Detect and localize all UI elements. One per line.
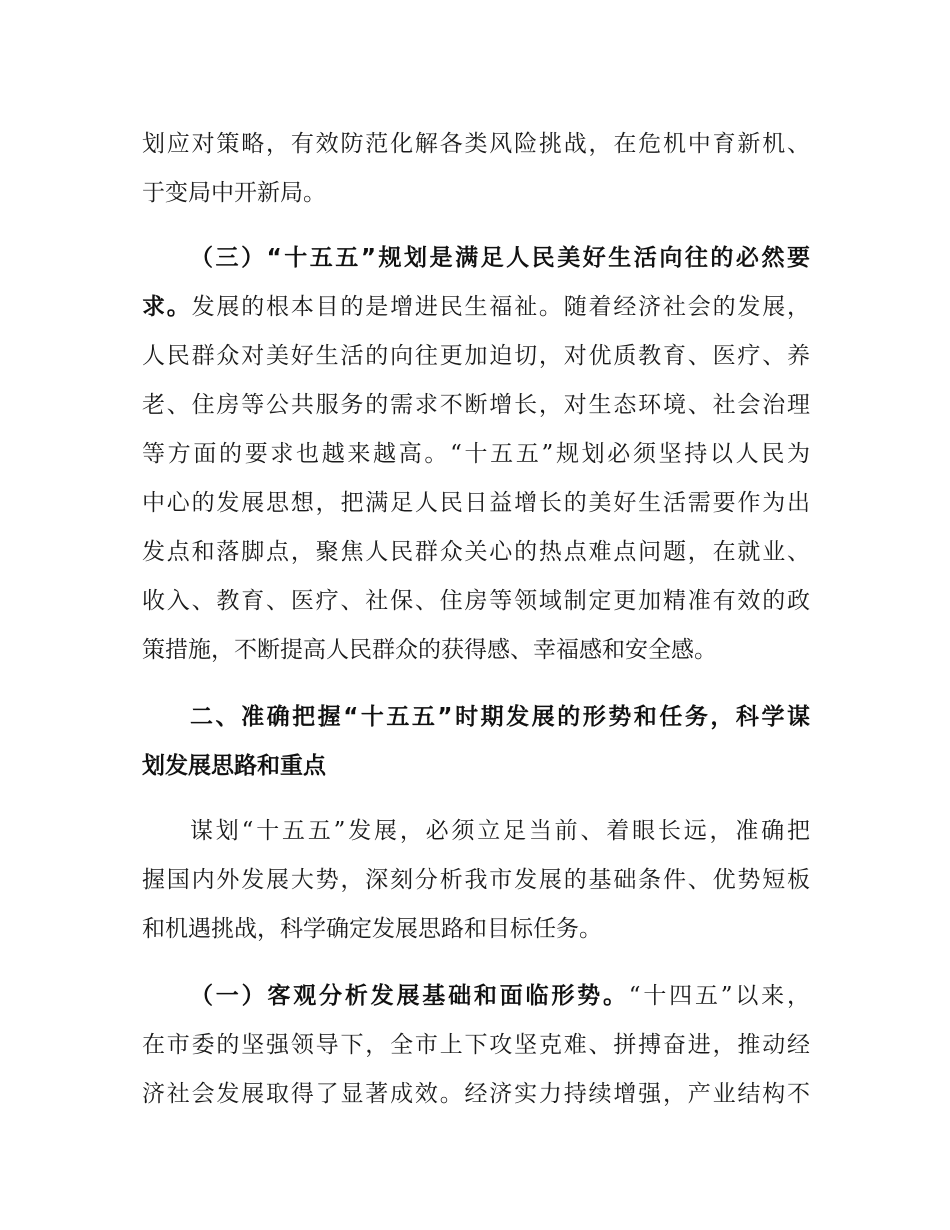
paragraph-line: 发点和落脚点，聚焦人民群众关心的热点难点问题，在就业、 [142, 539, 810, 565]
chapter-heading-line: 划发展思路和重点 [142, 753, 326, 779]
paragraph-line: 和机遇挑战，科学确定发展思路和目标任务。 [142, 916, 602, 942]
paragraph-line: 人民群众对美好生活的向往更加迫切，对优质教育、医疗、养 [142, 343, 810, 369]
chapter-heading-line: 二、准确把握“十五五”时期发展的形势和任务，科学谋 [190, 704, 810, 730]
paragraph-line: 济社会发展取得了显著成效。经济实力持续增强，产业结构不 [142, 1081, 810, 1107]
paragraph-line: 握国内外发展大势，深刻分析我市发展的基础条件、优势短板 [142, 867, 810, 893]
paragraph-line: 于变局中开新局。 [142, 180, 326, 206]
section-heading-line [190, 242, 810, 274]
paragraph-line: 收入、教育、医疗、社保、住房等领域制定更加精准有效的政 [142, 588, 810, 614]
paragraph-line: 等方面的要求也越来越高。“十五五”规划必须坚持以人民为 [142, 441, 810, 467]
paragraph-line: 在市委的坚强领导下，全市上下攻坚克难、拼搏奋进，推动经 [142, 1032, 810, 1058]
bold-lead: （一）客观分析发展基础和面临形势。 [190, 983, 629, 1009]
section-heading-line [190, 980, 810, 1012]
paragraph-text: 发展的根本目的是增进民生福祉。随着经济社会的发展， [191, 294, 811, 320]
bold-lead: 求。 [142, 294, 192, 320]
paragraph-line: 老、住房等公共服务的需求不断增长，对生态环境、社会治理 [142, 392, 810, 418]
paragraph-line: 划应对策略，有效防范化解各类风险挑战，在危机中育新机、 [142, 131, 810, 157]
paragraph-line: 中心的发展思想，把满足人民日益增长的美好生活需要作为出 [142, 490, 810, 516]
paragraph-text: “十四五”以来， [628, 983, 810, 1009]
paragraph-line [142, 291, 810, 323]
paragraph-line: 策措施，不断提高人民群众的获得感、幸福感和安全感。 [142, 637, 717, 663]
paragraph-line: 谋划“十五五”发展，必须立足当前、着眼长远，准确把 [190, 818, 810, 844]
bold-lead: （三）“十五五”规划是满足人民美好生活向往的必然要 [190, 245, 810, 271]
